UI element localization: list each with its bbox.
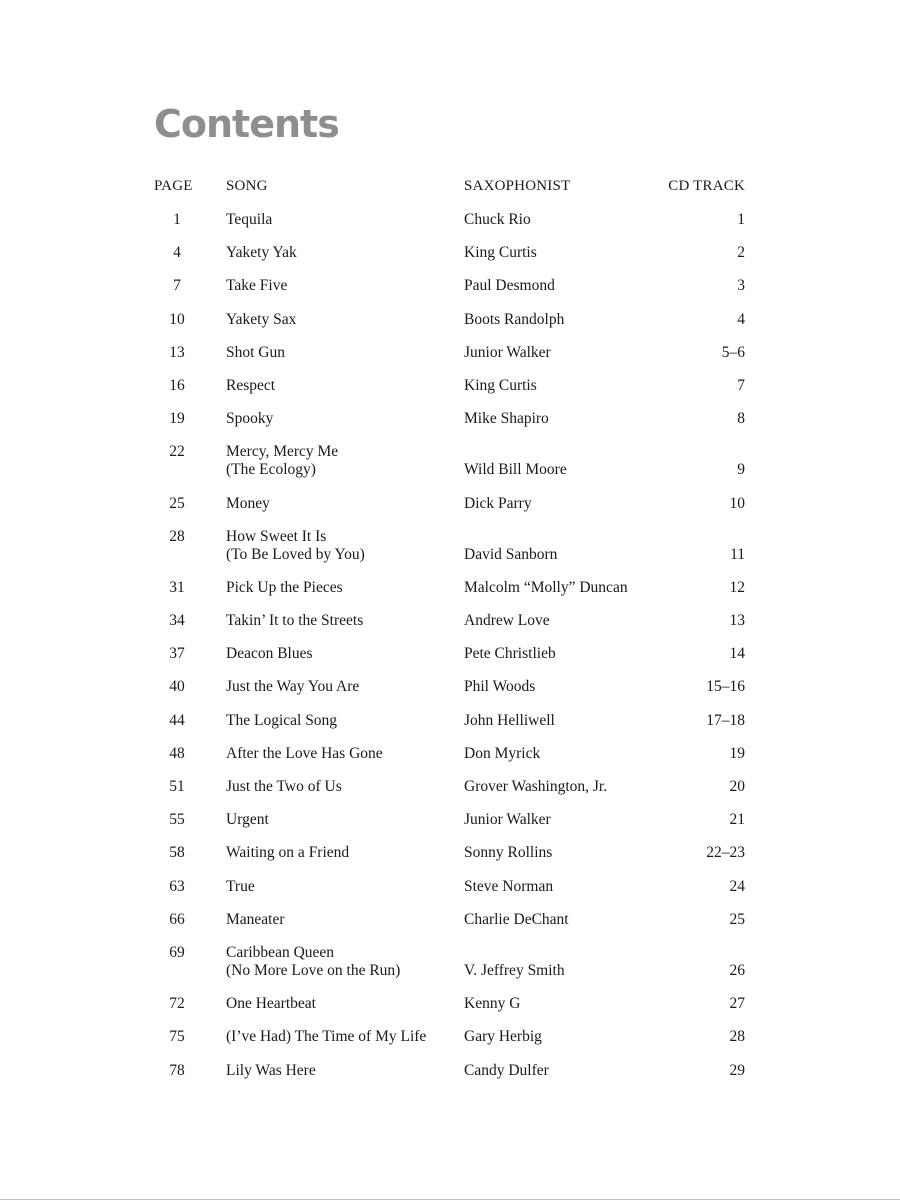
song-title-line: Tequila [226,211,273,228]
header-cd-track: CD TRACK [668,178,745,194]
row-song-title [226,745,456,763]
table-row [150,311,750,344]
song-title-line: (No More Love on the Run) [226,961,401,979]
row-song-title [226,377,456,395]
row-cd-track: 17–18 [706,711,745,729]
row-page-number: 34 [169,612,185,630]
table-row [150,844,750,877]
row-saxophonist: Phil Woods [464,678,536,696]
row-saxophonist: Boots Randolph [464,310,565,328]
row-cd-track: 15–16 [706,678,745,696]
row-cd-track: 9 [737,461,745,479]
song-title-line: Waiting on a Friend [226,844,350,862]
song-title-line: Caribbean Queen [226,943,335,961]
header-saxophonist: SAXOPHONIST [464,178,571,194]
row-page-number: 48 [169,744,185,762]
song-title-line: Respect [226,376,276,394]
song-title-line: Yakety Sax [226,310,297,328]
song-title-line: One Heartbeat [226,995,316,1013]
row-song-title [226,528,456,564]
row-song-title [226,211,456,229]
row-saxophonist: King Curtis [464,376,537,394]
table-row [150,244,750,277]
table-header [150,178,750,211]
header-page: PAGE [154,178,193,194]
table-row [150,745,750,778]
table-row [150,377,750,410]
row-saxophonist: Grover Washington, Jr. [464,778,608,795]
row-song-title [226,443,456,479]
table-row [150,878,750,911]
row-saxophonist: John Helliwell [464,711,555,729]
table-row [150,1062,750,1095]
row-saxophonist: Mike Shapiro [464,410,549,428]
row-song-title [226,311,456,329]
song-title-line: The Logical Song [226,711,338,729]
row-song-title [226,410,456,428]
row-cd-track: 24 [729,877,745,895]
row-page-number: 72 [169,995,185,1013]
row-song-title [226,678,456,696]
song-title-line: Take Five [226,277,288,295]
song-title-line: Shot Gun [226,343,285,361]
song-title-line: How Sweet It Is [226,527,327,545]
contents-table [150,178,750,1095]
song-title-line: Pick Up the Pieces [226,578,343,596]
row-page-number: 78 [169,1061,185,1079]
header-song: SONG [226,178,268,194]
table-row [150,811,750,844]
row-page-number: 28 [169,527,185,545]
table-body [150,211,750,1095]
row-page-number: 58 [169,844,185,862]
row-cd-track: 25 [729,910,745,928]
row-song-title [226,1062,456,1080]
row-saxophonist: Pete Christlieb [464,645,556,663]
row-cd-track: 11 [730,545,745,563]
row-saxophonist: Andrew Love [464,612,550,630]
row-cd-track: 4 [737,310,745,328]
row-song-title [226,1028,456,1046]
song-title-line: Urgent [226,811,269,829]
song-title-line: Yakety Yak [226,244,297,262]
row-saxophonist: Junior Walker [464,343,551,361]
table-row [150,410,750,443]
song-title-line: (I’ve Had) The Time of My Life [226,1028,427,1046]
row-cd-track: 20 [729,778,745,795]
row-song-title [226,712,456,730]
table-row [150,995,750,1028]
row-song-title [226,995,456,1013]
row-page-number: 75 [169,1028,185,1046]
table-row [150,778,750,811]
row-saxophonist: King Curtis [464,244,537,262]
table-row [150,495,750,528]
song-title-line: Maneater [226,910,285,928]
row-song-title [226,612,456,630]
song-title-line: Money [226,494,270,512]
row-song-title [226,277,456,295]
table-row [150,944,750,995]
row-page-number: 55 [169,811,185,829]
row-song-title [226,495,456,513]
song-title-line: True [226,877,255,895]
row-page-number: 37 [169,645,185,663]
row-page-number: 40 [169,678,185,696]
song-title-line: Takin’ It to the Streets [226,612,364,630]
row-saxophonist: Wild Bill Moore [464,461,567,479]
row-saxophonist: Candy Dulfer [464,1061,549,1079]
song-title-line: Just the Two of Us [226,778,342,795]
song-title-line: Mercy, Mercy Me [226,443,339,461]
row-cd-track: 19 [729,744,745,762]
row-saxophonist: Malcolm “Molly” Duncan [464,578,628,596]
table-row [150,211,750,244]
table-row [150,678,750,711]
song-title-line: Deacon Blues [226,645,313,663]
row-song-title [226,878,456,896]
row-page-number: 69 [169,943,185,961]
row-saxophonist: Chuck Rio [464,211,531,228]
table-row [150,1028,750,1061]
row-song-title [226,579,456,597]
row-saxophonist: Steve Norman [464,877,554,895]
row-cd-track: 29 [729,1061,745,1079]
table-row [150,443,750,494]
row-song-title [226,344,456,362]
row-saxophonist: Charlie DeChant [464,910,569,928]
table-row [150,277,750,310]
row-saxophonist: V. Jeffrey Smith [464,961,565,979]
song-title-line: Just the Way You Are [226,678,360,696]
row-page-number: 44 [169,711,185,729]
song-title-line: After the Love Has Gone [226,744,383,762]
row-cd-track: 26 [729,961,745,979]
row-song-title [226,778,456,796]
row-song-title [226,944,456,980]
row-cd-track: 7 [737,376,745,394]
row-page-number: 22 [169,443,185,461]
table-row [150,579,750,612]
row-cd-track: 14 [729,645,745,663]
song-title-line: Lily Was Here [226,1061,316,1079]
row-page-number: 16 [169,376,185,394]
table-row [150,645,750,678]
row-page-number: 19 [169,410,185,428]
row-cd-track: 13 [729,612,745,630]
row-song-title [226,911,456,929]
row-saxophonist: Gary Herbig [464,1028,542,1046]
row-page-number: 4 [173,244,181,262]
row-page-number: 1 [173,211,181,228]
row-song-title [226,844,456,862]
row-page-number: 13 [169,343,185,361]
row-page-number: 25 [169,494,185,512]
row-cd-track: 1 [737,211,745,228]
table-row [150,712,750,745]
row-page-number: 63 [169,877,185,895]
row-page-number: 31 [169,578,185,596]
row-cd-track: 21 [729,811,745,829]
row-song-title [226,811,456,829]
row-page-number: 51 [169,778,185,795]
row-saxophonist: Kenny G [464,995,521,1013]
row-cd-track: 8 [737,410,745,428]
row-cd-track: 10 [729,494,745,512]
row-page-number: 10 [169,310,185,328]
row-saxophonist: Dick Parry [464,494,532,512]
row-saxophonist: Paul Desmond [464,277,555,295]
row-saxophonist: David Sanborn [464,545,558,563]
row-cd-track: 2 [737,244,745,262]
row-cd-track: 22–23 [706,844,745,862]
row-song-title [226,244,456,262]
row-page-number: 7 [173,277,181,295]
page-title: Contents [154,102,339,146]
table-row [150,612,750,645]
row-saxophonist: Don Myrick [464,744,541,762]
table-row [150,344,750,377]
row-song-title [226,645,456,663]
table-row [150,911,750,944]
row-cd-track: 27 [729,995,745,1013]
row-cd-track: 3 [737,277,745,295]
row-cd-track: 12 [729,578,745,596]
row-cd-track: 28 [729,1028,745,1046]
row-saxophonist: Sonny Rollins [464,844,553,862]
row-cd-track: 5–6 [721,343,745,361]
song-title-line: Spooky [226,410,274,428]
row-saxophonist: Junior Walker [464,811,551,829]
row-page-number: 66 [169,910,185,928]
song-title-line: (The Ecology) [226,461,316,479]
table-row [150,528,750,579]
song-title-line: (To Be Loved by You) [226,545,365,563]
